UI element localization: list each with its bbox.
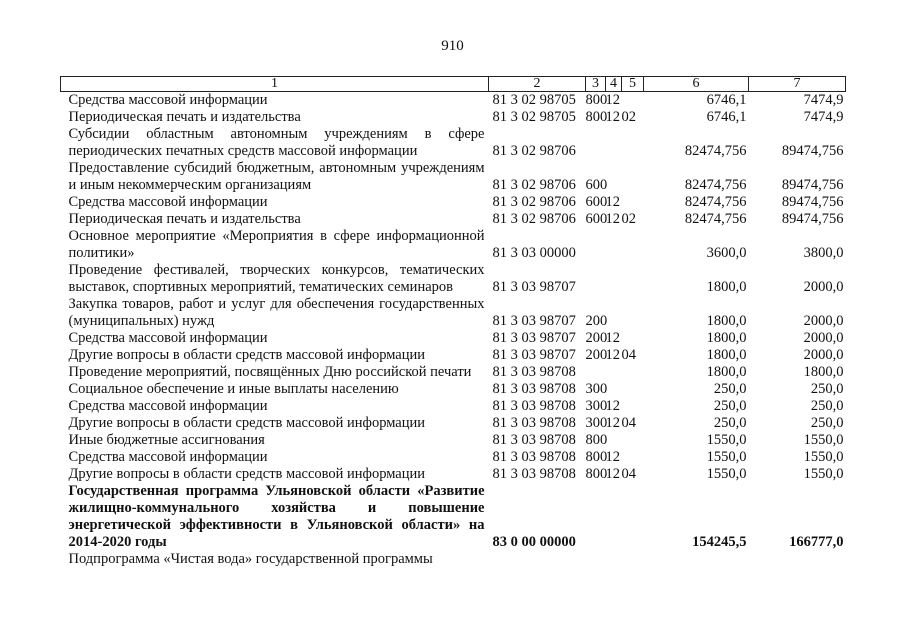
table-row [61, 449, 846, 466]
row-section [606, 364, 622, 381]
header-cell-2: 2 [489, 77, 586, 92]
table-row [61, 330, 846, 347]
table-row [61, 296, 846, 330]
table-row [61, 551, 846, 568]
row-subsection: 02 [621, 211, 636, 227]
row-amount-year2: 2000,0 [803, 313, 844, 329]
row-name: Субсидии областным автономным учреждениям в сфере периодических печатных средств массовой информации [68, 126, 485, 159]
row-section: 12 [605, 211, 620, 227]
row-amount-year1: 1800,0 [706, 330, 747, 346]
table-row [61, 432, 846, 449]
row-subsection: 04 [621, 347, 636, 363]
row-section [606, 228, 622, 262]
row-expense-type: 600 [585, 211, 608, 227]
row-amount-year1: 6746,1 [706, 109, 747, 125]
row-subsection [622, 330, 644, 347]
row-section [606, 483, 622, 551]
row-section: 12 [605, 415, 620, 431]
row-target-code: 81 3 02 98706 [492, 194, 576, 210]
row-section [606, 160, 622, 194]
row-section: 12 [605, 347, 620, 363]
table-row [61, 347, 846, 364]
row-target-code: 81 3 02 98706 [492, 143, 576, 159]
row-amount-year1: 1800,0 [706, 313, 747, 329]
row-subsection [622, 92, 644, 110]
row-amount-year2: 2000,0 [803, 330, 844, 346]
row-amount-year2: 1550,0 [803, 466, 844, 482]
row-amount-year2 [749, 551, 846, 568]
table-row [61, 109, 846, 126]
row-name: Иные бюджетные ассигнования [68, 432, 265, 448]
budget-table [60, 76, 846, 568]
table-row [61, 92, 846, 110]
row-expense-type: 300 [585, 415, 608, 431]
row-amount-year1: 1550,0 [706, 432, 747, 448]
row-target-code: 81 3 03 98708 [492, 398, 576, 414]
row-target-code: 81 3 03 98708 [492, 364, 576, 380]
row-expense-type: 600 [585, 194, 608, 210]
row-expense-type: 300 [585, 398, 608, 414]
row-amount-year2: 7474,9 [803, 109, 844, 125]
row-amount-year2: 1550,0 [803, 432, 844, 448]
table-row [61, 415, 846, 432]
row-target-code: 81 3 02 98705 [492, 92, 576, 108]
row-amount-year2: 250,0 [810, 381, 844, 397]
row-amount-year2: 89474,756 [781, 143, 844, 159]
row-amount-year2: 250,0 [810, 398, 844, 414]
row-expense-type: 800 [585, 449, 608, 465]
row-section: 12 [605, 466, 620, 482]
row-target-code: 81 3 03 98708 [492, 415, 576, 431]
row-target-code: 81 3 03 98708 [492, 381, 576, 397]
row-name: Периодическая печать и издательства [68, 109, 301, 125]
table-row [61, 160, 846, 194]
row-amount-year2: 2000,0 [803, 347, 844, 363]
table-row [61, 398, 846, 415]
row-name: Средства массовой информации [68, 194, 268, 210]
row-subsection [622, 126, 644, 160]
row-name: Периодическая печать и издательства [68, 211, 301, 227]
row-subsection [622, 364, 644, 381]
row-target-code: 81 3 03 98708 [492, 432, 576, 448]
row-amount-year1: 82474,756 [684, 211, 747, 227]
row-target-code: 81 3 02 98706 [492, 211, 576, 227]
row-amount-year1: 6746,1 [706, 92, 747, 108]
row-amount-year2: 7474,9 [803, 92, 844, 108]
row-amount-year1: 1800,0 [706, 364, 747, 380]
row-amount-year1: 250,0 [713, 381, 747, 397]
row-name: Проведение мероприятий, посвящённых Дню российской печати [68, 364, 472, 380]
row-section: 12 [605, 92, 620, 108]
row-subsection [622, 551, 644, 568]
row-expense-type [586, 262, 606, 296]
header-cell-4: 4 [606, 77, 622, 92]
row-expense-type: 200 [585, 347, 608, 363]
row-section [606, 126, 622, 160]
row-target-code: 81 3 03 98707 [492, 313, 576, 329]
row-subsection: 04 [621, 415, 636, 431]
row-subsection [622, 432, 644, 449]
header-cell-7: 7 [749, 77, 846, 92]
table-row [61, 126, 846, 160]
row-name: Подпрограмма «Чистая вода» государственной программы [68, 551, 433, 567]
row-expense-type [586, 364, 606, 381]
row-section: 12 [605, 398, 620, 414]
row-target-code: 81 3 02 98705 [492, 109, 576, 125]
header-cell-1: 1 [61, 77, 489, 92]
row-subsection: 02 [621, 109, 636, 125]
page-number: 910 [441, 38, 464, 54]
row-subsection [622, 398, 644, 415]
row-amount-year1: 250,0 [713, 415, 747, 431]
row-amount-year1: 82474,756 [684, 177, 747, 193]
row-amount-year1: 3600,0 [706, 245, 747, 261]
row-amount-year2: 1800,0 [803, 364, 844, 380]
row-section: 12 [605, 109, 620, 125]
table-row [61, 262, 846, 296]
header-cell-6: 6 [644, 77, 749, 92]
row-target-code: 81 3 03 98708 [492, 449, 576, 465]
row-amount-year2: 89474,756 [781, 194, 844, 210]
row-subsection [622, 194, 644, 211]
row-amount-year1: 82474,756 [684, 143, 747, 159]
row-section [606, 262, 622, 296]
row-amount-year2: 250,0 [810, 415, 844, 431]
row-target-code: 81 3 02 98706 [492, 177, 576, 193]
row-subsection [622, 262, 644, 296]
row-subsection [622, 449, 644, 466]
row-section: 12 [605, 194, 620, 210]
row-name: Другие вопросы в области средств массовой информации [68, 415, 426, 431]
row-name: Средства массовой информации [68, 449, 268, 465]
row-expense-type: 800 [585, 92, 608, 108]
row-amount-year2: 1550,0 [803, 449, 844, 465]
row-subsection [622, 228, 644, 262]
row-expense-type: 600 [585, 177, 608, 193]
row-amount-year1: 1550,0 [706, 449, 747, 465]
row-name: Государственная программа Ульяновской области «Развитие жилищно-коммунального хозяйства и повышение энергетической эффективности в Ульяновской области» на 2014-2020 годы [68, 483, 485, 550]
row-target-code: 81 3 03 98708 [492, 466, 576, 482]
row-name: Средства массовой информации [68, 330, 268, 346]
row-subsection [622, 483, 644, 551]
table-row [61, 483, 846, 551]
row-amount-year1 [644, 551, 749, 568]
row-section: 12 [605, 330, 620, 346]
row-target-code: 81 3 03 00000 [492, 245, 576, 261]
row-expense-type [586, 551, 606, 568]
row-name: Проведение фестивалей, творческих конкурсов, тематических выставок, спортивных мероприятий, тематических семинаров [68, 262, 485, 295]
table-row [61, 466, 846, 483]
row-section [606, 381, 622, 398]
row-name: Закупка товаров, работ и услуг для обеспечения государственных (муниципальных) нужд [68, 296, 485, 329]
row-name: Другие вопросы в области средств массовой информации [68, 466, 426, 482]
row-name: Социальное обеспечение и иные выплаты населению [68, 381, 399, 397]
row-target-code: 81 3 03 98707 [492, 347, 576, 363]
row-amount-year1: 1550,0 [706, 466, 747, 482]
row-expense-type: 200 [585, 313, 608, 329]
row-subsection [622, 381, 644, 398]
row-section: 12 [605, 449, 620, 465]
row-expense-type [586, 126, 606, 160]
row-amount-year2: 166777,0 [789, 534, 844, 550]
row-section [606, 432, 622, 449]
row-name: Основное мероприятие «Мероприятия в сфере информационной политики» [68, 228, 485, 261]
header-row [61, 77, 846, 92]
row-target-code: 81 3 03 98707 [492, 279, 576, 295]
row-subsection [622, 160, 644, 194]
row-amount-year1: 1800,0 [706, 347, 747, 363]
row-name: Средства массовой информации [68, 92, 268, 108]
row-amount-year2: 3800,0 [803, 245, 844, 261]
row-amount-year2: 89474,756 [781, 177, 844, 193]
row-subsection: 04 [621, 466, 636, 482]
table-row [61, 364, 846, 381]
row-target-code: 83 0 00 00000 [492, 534, 576, 550]
row-amount-year1: 154245,5 [692, 534, 747, 550]
row-name: Предоставление субсидий бюджетным, автономным учреждениям и иным некоммерческим организациям [68, 160, 485, 193]
row-amount-year2: 89474,756 [781, 211, 844, 227]
header-cell-5: 5 [622, 77, 644, 92]
row-expense-type: 300 [585, 381, 608, 397]
row-expense-type [586, 483, 606, 551]
row-amount-year1: 82474,756 [684, 194, 747, 210]
row-expense-type: 800 [585, 466, 608, 482]
row-name: Другие вопросы в области средств массовой информации [68, 347, 426, 363]
row-expense-type: 200 [585, 330, 608, 346]
row-amount-year1: 1800,0 [706, 279, 747, 295]
row-amount-year2: 2000,0 [803, 279, 844, 295]
row-expense-type: 800 [585, 109, 608, 125]
table-row [61, 211, 846, 228]
row-amount-year1: 250,0 [713, 398, 747, 414]
row-subsection [622, 296, 644, 330]
table-row [61, 228, 846, 262]
row-expense-type [586, 228, 606, 262]
row-section [606, 551, 622, 568]
row-target-code: 81 3 03 98707 [492, 330, 576, 346]
row-name: Средства массовой информации [68, 398, 268, 414]
row-expense-type: 800 [585, 432, 608, 448]
table-row [61, 381, 846, 398]
row-target-code [489, 551, 586, 568]
header-cell-3: 3 [586, 77, 606, 92]
table-row [61, 194, 846, 211]
row-section [606, 296, 622, 330]
table-header [61, 77, 846, 92]
table-body [61, 92, 846, 569]
